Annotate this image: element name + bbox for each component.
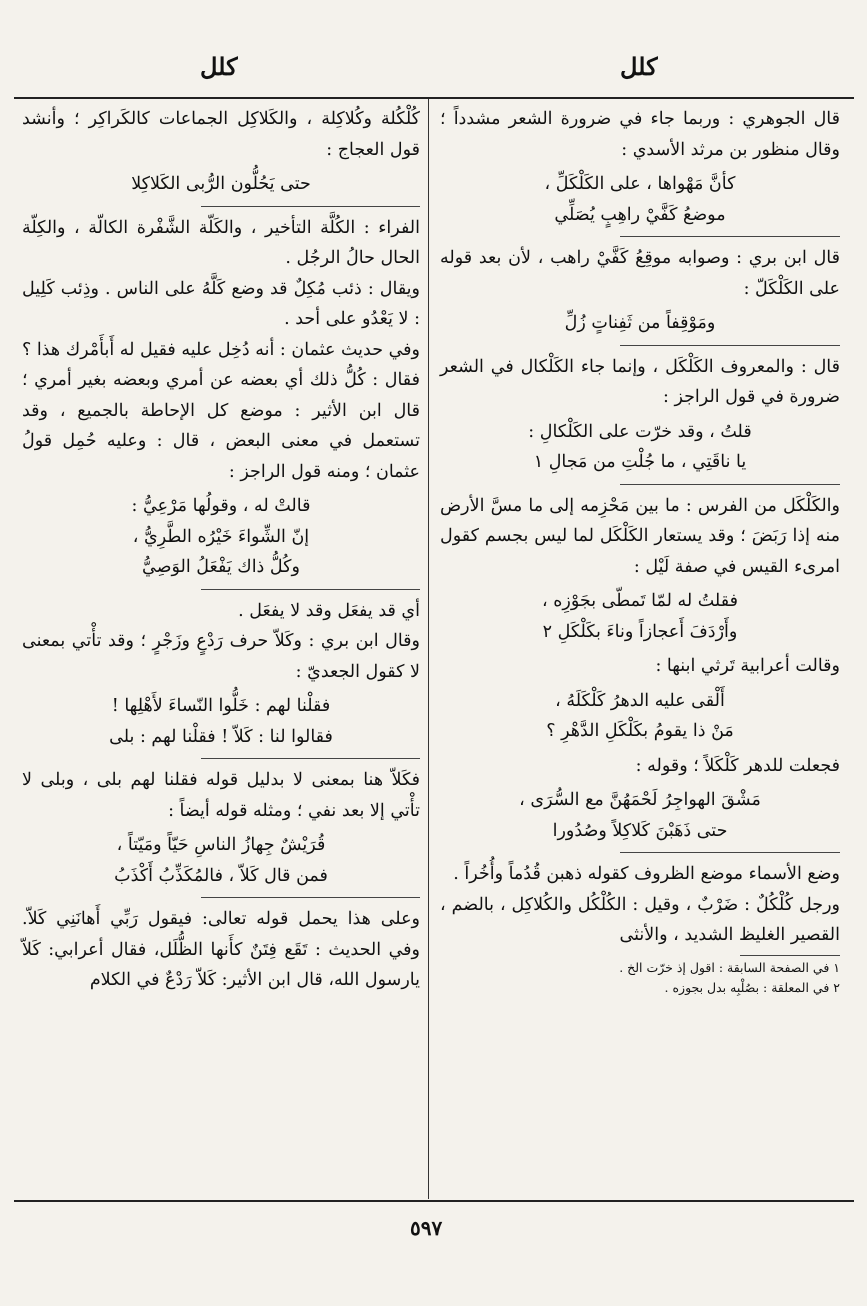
- separator: [620, 852, 840, 853]
- verse-line: ومَوْقِفاً من ثَفِناتٍ زُلِّ: [564, 313, 716, 333]
- verse: [440, 586, 840, 647]
- separator: [620, 345, 840, 346]
- footnote: ١ في الصفحة السابقة : اقول إذ خرّت الخ .: [619, 959, 840, 975]
- column-divider: [428, 99, 429, 1199]
- paragraph: قال : والمعروف الكَلْكَل ، وإنما جاء الكَلْكال في الشعر ضرورة في قول الراجز :: [440, 356, 840, 407]
- paragraph: وعلى هذا يحمل قوله تعالى: فيقول رَبِّي أَهانَنِي كَلاّ. وفي الحديث : تَقَع فِتَنٌ كأَنها الظُّلَل، فقال أعرابي: كَلاّ يارسول الله، قال ابن الأثير: كَلاّ رَدْعٌ في الكلام: [22, 909, 420, 990]
- separator: [620, 236, 840, 237]
- paragraph: ويقال : ذئب مُكِلٌ قد وضع كَلَّهُ على الناس . وذِئب كَلِيل : لا يَعْدُو على أحد .: [22, 278, 420, 329]
- verse-line: مَشْقَ الهواجِرُ لَحْمَهُنَّ مع السُّرَى ،: [519, 790, 761, 810]
- footnote-rule: [740, 955, 840, 956]
- verse-line: حتى ذَهَبْنَ كَلاكِلاً وصُدُورا: [552, 820, 728, 841]
- verse-line: كأنَّ مَهْواها ، على الكَلْكَلِّ ،: [544, 174, 736, 194]
- left-column: [22, 104, 420, 996]
- paragraph: كُلْكُلة وكُلاكِلة ، والكَلاكِل الجماعات كالكَراكِر ؛ وأنشد قول العجاج :: [22, 109, 420, 160]
- verse-line: وكُلُّ ذاك يَفْعَلُ الوَصِيُّ: [142, 557, 300, 577]
- verse: [22, 691, 420, 752]
- paragraph: وقال ابن بري : وكَلاّ حرف رَدْعٍ وزَجْرٍ ؛ وقد تأْتي بمعنى لا كقول الجعديّ :: [22, 631, 420, 682]
- verse-line: إنّ الشِّواءَ خَيْرُه الطَّرِيُّ ،: [132, 526, 310, 547]
- paragraph: قال الجوهري : وربما جاء في ضرورة الشعر مشدداً ؛ وقال منظور بن مرثد الأسدي :: [440, 109, 840, 160]
- verse-line: حتى يَحُلُّون الرُّبى الكَلاكِلا: [131, 174, 311, 194]
- separator: [201, 758, 420, 759]
- verse-line: وأَرْدَفَ أَعجازاً وناءَ بكَلْكَلِ ٢: [542, 621, 738, 642]
- verse: [440, 308, 840, 339]
- verse: [22, 169, 420, 200]
- running-headword-right: كلل: [620, 52, 658, 81]
- right-column: [440, 104, 840, 998]
- verse-line: فقالوا لنا : كَلاّ ! فقلْنا لهم : بلى: [109, 726, 333, 747]
- verse-line: فمن قال كَلاّ ، فالمُكَذِّبُ أَكْذَبُ: [114, 865, 328, 886]
- running-headword-left: كلل: [200, 52, 238, 81]
- verse: [440, 686, 840, 747]
- verse-line: قُرَيْشٌ جِهازُ الناسِ حَيّاً ومَيّتاً ،: [116, 835, 326, 855]
- paragraph: أي قد يفعَل وقد لا يفعَل .: [238, 600, 420, 621]
- verse-line: قلتُ ، وقد خرّت على الكَلْكالِ :: [528, 421, 752, 442]
- verse-line: يا ناقَتِي ، ما جُلْتِ من مَجالِ ١: [533, 452, 747, 472]
- separator: [201, 897, 420, 898]
- paragraph: وفي حديث عثمان : أنه دُخِل عليه فقيل له أَبأَمْرك هذا ؟ فقال : كُلُّ ذلك أي بعضه عن أمري وبعضه بغير أمري ؛ قال ابن الأثير : موضع كل الإحاطة بالجميع ، وقد تستعمل في معنى البعض ، قال : وعليه حُمِل قولُ عثمان ؛ ومنه قول الراجز :: [22, 339, 420, 482]
- separator: [201, 589, 420, 590]
- page-number: ٥٩٧: [410, 1216, 443, 1240]
- header-rule: [14, 97, 854, 99]
- paragraph: الفراء : الكُلَّة التأخير ، والكَلّة الشَّفْرة الكالّة ، والكِلّة الحال حالُ الرجُل .: [22, 217, 420, 268]
- paragraph: وقالت أعرابية تَرثي ابنها :: [655, 656, 840, 676]
- paragraph: فكَلاّ هنا بمعنى لا بدليل قوله فقلنا لهم بلى ، وبلى لا تأْتي إلا بعد نفي ؛ ومثله قوله أيضاً :: [22, 770, 420, 821]
- verse: [440, 785, 840, 846]
- verse-line: مَنْ ذا يقومُ بكَلْكَلِ الدَّهْرِ ؟: [546, 721, 734, 741]
- verse-line: قالتْ له ، وقولُها مَرْعِيُّ :: [131, 496, 311, 516]
- footer-rule: [14, 1200, 854, 1202]
- paragraph: قال ابن بري : وصوابه موقِعُ كَفَّيْ راهب ، لأن بعد قوله على الكَلْكَلّ :: [440, 248, 840, 299]
- verse: [440, 169, 840, 230]
- paragraph: ورجل كُلْكُلٌ : ضَرْبٌ ، وقيل : الكُلْكُل والكُلاكِل ، بالضم ، القصير الغليظ الشديد ، والأنثى: [440, 894, 840, 945]
- paragraph: وضع الأسماء موضع الظروف كقوله ذهبن قُدُماً وأُخُراً .: [453, 864, 840, 884]
- verse: [22, 830, 420, 891]
- footnote: ٢ في المعلقة : بصُلْبِه بدل بجوزه .: [664, 979, 840, 995]
- verse: [440, 417, 840, 478]
- verse: [22, 491, 420, 583]
- separator: [201, 206, 420, 207]
- paragraph: والكَلْكَل من الفرس : ما بين مَحْزِمه إلى ما مسَّ الأرض منه إذا رَبَضَ ؛ وقد يستعار الكَلْكَل لما ليس بجسم كقول امرىء القيس في صفة لَيْل :: [440, 495, 840, 577]
- paragraph: فجعلت للدهر كَلْكَلاً ؛ وقوله :: [635, 755, 840, 776]
- separator: [620, 484, 840, 485]
- verse-line: أَلْقى عليه الدهرُ كَلْكَلَهُ ،: [555, 690, 725, 711]
- verse-line: فقلْنا لهم : خَلُّوا النّساءَ لأَهْلِها !: [111, 696, 331, 716]
- verse-line: فقلتُ له لمّا تَمطّى بجَوْزِه ،: [542, 591, 738, 611]
- verse-line: موضعُ كَفَّيْ راهِبٍ يُصَلِّي: [554, 204, 726, 225]
